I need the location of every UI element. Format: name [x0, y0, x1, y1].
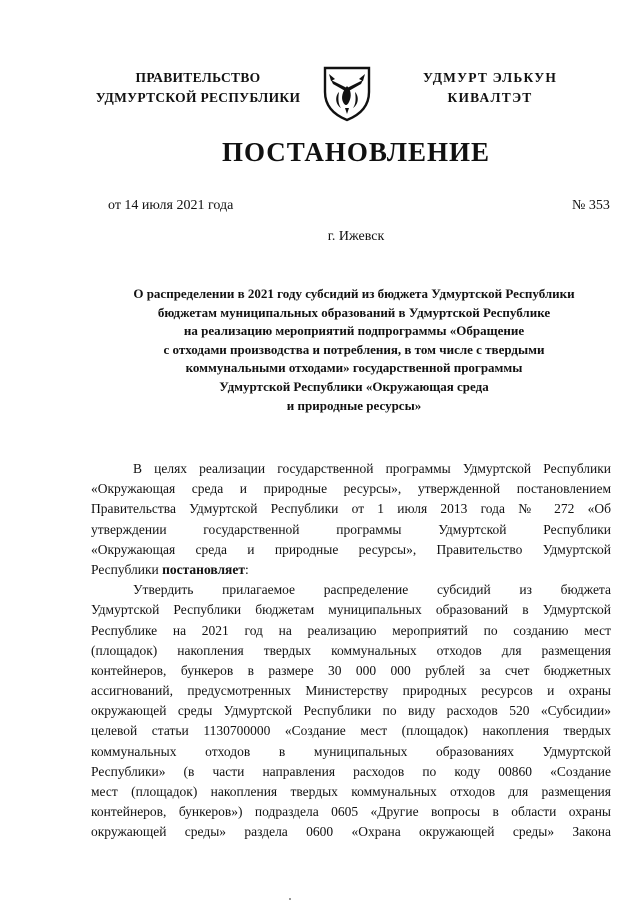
body-line: утверждении государственной программы Удмуртской Республики [91, 521, 611, 537]
resolves-suffix: : [244, 561, 249, 577]
body-line: окружающей среды Удмуртской Республики по виду расходов 520 «Субсидии» [91, 703, 611, 719]
body-line: мест (площадок) накопления твердых коммунальных отходов для размещения [91, 784, 611, 799]
subject-line: и природные ресурсы» [286, 397, 422, 413]
body-line: целевой статьи 1130700000 «Создание мест (площадок) накопления твердых [91, 723, 611, 739]
document-body [91, 459, 611, 843]
body-line: Удмуртской Республики бюджетам муниципальных образований в Удмуртской [91, 602, 611, 618]
subject-line: с отходами производства и потребления, в том числе с твердыми [163, 341, 545, 357]
document-city: г. Ижевск [327, 229, 385, 244]
issuer-russian-line1: ПРАВИТЕЛЬСТВО [135, 70, 261, 85]
document-number: № 353 [572, 198, 610, 213]
subject-line: на реализацию мероприятий подпрограммы «Обращение [183, 323, 525, 339]
issuer-udmurt-line2: КИВАЛТЭТ [447, 90, 533, 105]
subject-line: коммунальными отходами» государственной программы [185, 360, 523, 376]
body-line: Утвердить прилагаемое распределение субсидий из бюджета [133, 582, 611, 598]
issuer-udmurt [415, 68, 565, 108]
body-line: Республике на 2021 год на реализацию мероприятий по созданию мест [91, 622, 611, 638]
body-line: (площадок) накопления твердых коммунальных отходов для размещения [91, 642, 611, 658]
subject-line: бюджетам муниципальных образований в Удмуртской Республике [157, 304, 551, 320]
body-line: Правительства Удмуртской Республики от 1 июля 2013 года № 272 «Об [91, 501, 611, 517]
body-line: «Окружающая среда и природные ресурсы», Правительство Удмуртской [91, 541, 611, 557]
body-line: «Окружающая среда и природные ресурсы», утвержденной постановлением [91, 481, 611, 497]
issuer-russian [78, 68, 318, 108]
body-line: коммунальных отходов в муниципальных образованиях Удмуртской [91, 743, 611, 759]
issuer-russian-line2: УДМУРТСКОЙ РЕСПУБЛИКИ [95, 90, 301, 105]
issuer-udmurt-line1: УДМУРТ ЭЛЬКУН [422, 70, 558, 85]
resolves-keyword: постановляет [162, 561, 245, 577]
body-line-resolves [91, 560, 611, 580]
coat-of-arms-icon [321, 62, 373, 122]
document-date: от 14 июля 2021 года [108, 198, 234, 213]
document-title: ПОСТАНОВЛЕНИЕ [221, 137, 491, 167]
body-line: окружающей среды» раздела 0600 «Охрана окружающей среды» Закона [91, 824, 611, 840]
subject-line: Удмуртской Республики «Окружающая среда [219, 378, 489, 394]
document-subject [88, 285, 620, 415]
body-line: ассигнований, предусмотренных Министерству природных ресурсов и охраны [91, 683, 611, 699]
subject-line: О распределении в 2021 году субсидий из бюджета Удмуртской Республики [133, 286, 575, 301]
resolves-prefix: Республики [91, 561, 163, 577]
document-header [0, 62, 640, 126]
body-line: контейнеров, бункеров») подраздела 0605 «Другие вопросы в области охраны [91, 804, 611, 820]
body-line: В целях реализации государственной программы Удмуртской Республики [133, 461, 611, 476]
body-line: Республики» (в части направления расходов по коду 00860 «Создание [91, 763, 611, 779]
scan-speck [289, 898, 291, 900]
body-line: контейнеров, бункеров в размере 30 000 000 рублей за счет бюджетных [91, 662, 611, 678]
